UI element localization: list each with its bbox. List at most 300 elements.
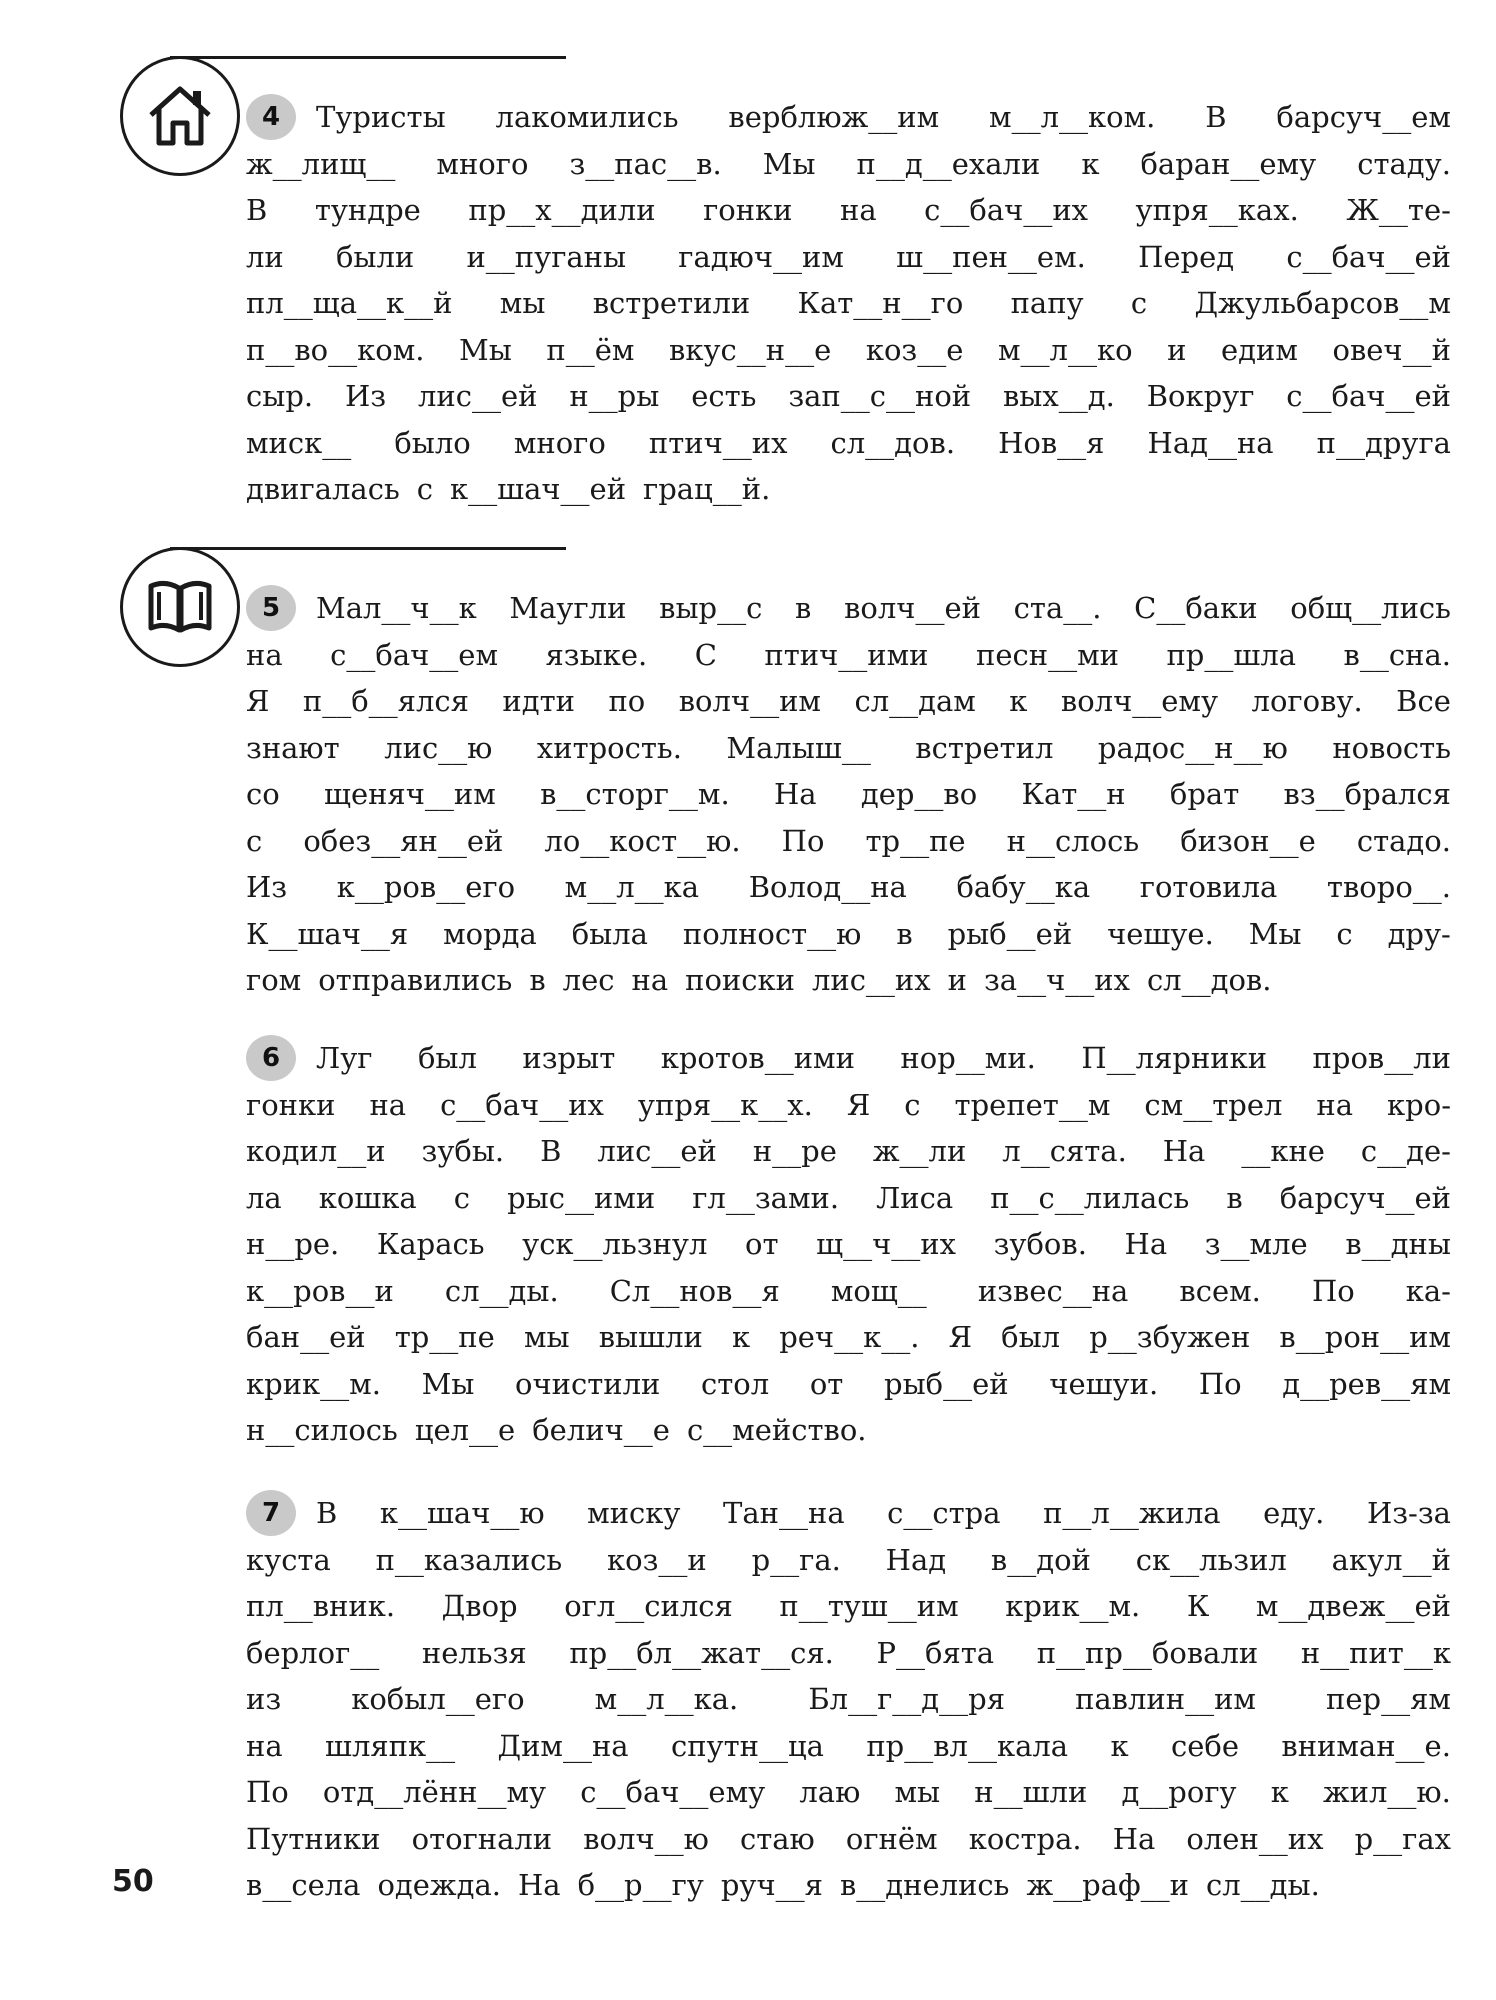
- word: Путники: [246, 1821, 381, 1856]
- exercise-number: 5: [246, 585, 296, 631]
- word: хитрость.: [536, 730, 682, 765]
- word: с__бач__ей: [1286, 239, 1451, 274]
- word: с: [1130, 286, 1148, 320]
- word: ж__ли: [872, 1134, 967, 1168]
- word: р__гах: [1354, 1821, 1451, 1856]
- word: На: [773, 777, 817, 811]
- word: кобыл__его: [351, 1682, 525, 1716]
- word: с__бач__их: [440, 1087, 604, 1122]
- word: гонки: [246, 1087, 336, 1122]
- section-rule-reading: [170, 547, 566, 550]
- text-line: [246, 1816, 1451, 1863]
- word: был: [1001, 1320, 1061, 1354]
- word: Над__на: [1147, 425, 1274, 460]
- word: н__силось: [246, 1413, 398, 1447]
- word: вых__д.: [1002, 379, 1115, 413]
- word: на: [369, 1087, 407, 1122]
- word: Тан__на: [723, 1496, 845, 1530]
- word: м__л__ко: [997, 332, 1133, 367]
- word: п__туш__им: [779, 1589, 959, 1623]
- exercise-number: 4: [246, 94, 296, 140]
- word: гадюч__им: [678, 239, 844, 274]
- word: вкус__н__е: [669, 332, 832, 367]
- word: шляпк__: [325, 1728, 456, 1763]
- word: творо__.: [1326, 870, 1451, 904]
- text-line: [246, 585, 1451, 632]
- word: В: [540, 1134, 562, 1168]
- word: в__дны: [1345, 1227, 1451, 1261]
- word: В: [316, 1496, 338, 1530]
- word: ста__.: [1013, 591, 1102, 625]
- word: с__бач__ему: [580, 1775, 766, 1809]
- word: была: [571, 916, 648, 951]
- text-line: [246, 864, 1451, 911]
- word: есть: [691, 379, 757, 413]
- word: в__села: [246, 1868, 361, 1902]
- word: общ__лись: [1290, 591, 1451, 625]
- word: встретил: [915, 730, 1054, 765]
- word: выр__с: [659, 591, 763, 625]
- word: ли: [246, 239, 284, 274]
- word: щеняч__им: [323, 777, 496, 811]
- word: волч__ей: [844, 591, 981, 625]
- word: волч__ю: [583, 1821, 709, 1856]
- word: пров__ли: [1312, 1041, 1451, 1075]
- word: ж__раф__и: [1026, 1868, 1189, 1902]
- word: Лиса: [876, 1180, 954, 1215]
- word: м__л__ка: [564, 870, 700, 904]
- word: олен__их: [1186, 1821, 1324, 1856]
- word: чешуи.: [1049, 1366, 1159, 1401]
- word: К__шач__я: [246, 916, 409, 951]
- word: н__слось: [1006, 823, 1140, 858]
- word: павлин__им: [1075, 1682, 1256, 1716]
- reading-badge: [120, 547, 240, 667]
- word: вниман__е.: [1281, 1728, 1451, 1763]
- word: н__ры: [569, 379, 660, 413]
- text-line: [246, 1221, 1451, 1268]
- text-line: [246, 1490, 1451, 1537]
- homework-badge: [120, 56, 240, 176]
- word: к__шач__ей: [450, 472, 627, 506]
- word: П__лярники: [1081, 1041, 1268, 1075]
- word: к: [731, 1320, 751, 1354]
- word: мощ__: [830, 1273, 927, 1308]
- word: Перед: [1138, 239, 1235, 274]
- word: сл__ды.: [1206, 1868, 1320, 1902]
- word: кошка: [318, 1180, 417, 1215]
- word: рыб__ей: [884, 1366, 1009, 1401]
- word: двигалась: [246, 472, 400, 506]
- word: На: [1112, 1821, 1156, 1856]
- word: Кат__н: [1021, 777, 1126, 811]
- word: мы: [894, 1775, 941, 1809]
- word: и: [947, 963, 967, 997]
- word: песн__ми: [976, 637, 1119, 672]
- word: костра.: [968, 1821, 1082, 1856]
- word: трепет__м: [954, 1087, 1111, 1122]
- word: и__пуганы: [466, 239, 627, 274]
- word: отогнали: [411, 1821, 553, 1856]
- word: в: [529, 963, 546, 997]
- text-line: [246, 632, 1451, 679]
- word: к: [1270, 1775, 1289, 1809]
- word: По: [781, 823, 825, 858]
- word: Я: [846, 1087, 871, 1122]
- word: тр__пе: [865, 823, 966, 858]
- text-line: [246, 957, 1451, 1004]
- text-line: [246, 327, 1451, 374]
- word: птич__их: [648, 425, 788, 460]
- word: д__рогу: [1121, 1775, 1237, 1809]
- word: с__бач__их: [924, 193, 1089, 227]
- text-line: [246, 1583, 1451, 1630]
- word: Вокруг: [1146, 379, 1255, 413]
- word: щ__ч__их: [816, 1227, 956, 1261]
- word: морда: [443, 916, 537, 951]
- word: к__ров__и: [246, 1273, 394, 1308]
- word: зубов.: [993, 1227, 1087, 1261]
- word: кротов__ими: [660, 1041, 855, 1075]
- word: л__сята.: [1002, 1134, 1127, 1168]
- word: лис__их: [811, 963, 931, 997]
- word: бизон__е: [1180, 823, 1316, 858]
- word: упря__ках.: [1135, 193, 1299, 227]
- word: Из: [344, 379, 387, 413]
- word: коз__и: [607, 1542, 707, 1577]
- word: м__л__ка.: [594, 1682, 739, 1716]
- word: нор__ми.: [900, 1041, 1036, 1075]
- word: На: [517, 1868, 561, 1902]
- first-line-text: [316, 585, 1451, 632]
- word: На: [1162, 1134, 1206, 1168]
- first-line-text: [316, 94, 1451, 141]
- word: акул__й: [1331, 1542, 1451, 1577]
- text-line: [246, 1723, 1451, 1770]
- word: с__бач__ей: [1286, 379, 1451, 413]
- word: бабу__ка: [956, 870, 1091, 904]
- word: ла: [246, 1180, 282, 1215]
- word: бан__ей: [246, 1320, 366, 1354]
- text-line: [246, 466, 1451, 513]
- word: руч__я: [720, 1868, 823, 1902]
- text-line: [246, 94, 1451, 141]
- word: с: [246, 823, 263, 858]
- word: ка-: [1405, 1273, 1451, 1308]
- word: берлог__: [246, 1635, 380, 1670]
- word: логову.: [1251, 684, 1363, 718]
- word: К: [1186, 1589, 1210, 1623]
- word: грац__й.: [643, 472, 771, 506]
- word: вз__брался: [1283, 777, 1451, 811]
- word: на: [246, 637, 283, 672]
- word: от: [809, 1366, 844, 1401]
- word: с: [1336, 916, 1353, 951]
- word: стадо.: [1356, 823, 1451, 858]
- word: крик__м.: [1005, 1589, 1141, 1623]
- word: много: [436, 146, 529, 181]
- word: Мы: [1248, 916, 1302, 951]
- word: По: [246, 1775, 289, 1809]
- word: идти: [502, 684, 575, 718]
- word: огл__сился: [564, 1589, 733, 1623]
- word: много: [513, 425, 606, 460]
- word: зап__с__ной: [788, 379, 972, 413]
- text-line: [246, 725, 1451, 772]
- word: По: [1311, 1273, 1355, 1308]
- word: белич__е: [532, 1413, 670, 1447]
- word: лаю: [799, 1775, 861, 1809]
- word: Мы: [459, 332, 512, 367]
- word: Туристы: [316, 100, 446, 134]
- section-rule-homework: [170, 56, 566, 59]
- word: стаю: [739, 1821, 815, 1856]
- word: Из-за: [1366, 1496, 1451, 1530]
- text-line: [246, 141, 1451, 188]
- text-line: [246, 771, 1451, 818]
- word: б__р__гу: [577, 1868, 704, 1902]
- word: из: [246, 1682, 282, 1716]
- word: рыс__ими: [507, 1180, 656, 1215]
- word: чешуе.: [1107, 916, 1214, 951]
- word: гонки: [703, 193, 793, 227]
- word: мы: [499, 286, 546, 320]
- word: н__шли: [974, 1775, 1088, 1809]
- word: зубы.: [421, 1134, 505, 1168]
- text-line: [246, 1035, 1451, 1082]
- word: лис__ей: [597, 1134, 717, 1168]
- text-line: [246, 420, 1451, 467]
- word: сыр.: [246, 379, 314, 413]
- text-line: [246, 280, 1451, 327]
- word: з__мле: [1204, 1227, 1308, 1261]
- word: цел__е: [414, 1413, 516, 1447]
- word: всем.: [1179, 1273, 1261, 1308]
- word: п__пр__бовали: [1036, 1635, 1259, 1670]
- text-line: [246, 234, 1451, 281]
- word: п__друга: [1316, 425, 1451, 460]
- word: м__двеж__ей: [1255, 1589, 1451, 1623]
- exercise-5: [246, 585, 1451, 1004]
- first-line-text: [316, 1035, 1451, 1082]
- word: Я: [948, 1320, 972, 1354]
- word: н__ре: [752, 1134, 837, 1168]
- word: __кне: [1241, 1134, 1325, 1168]
- word: п__л__жила: [1043, 1496, 1221, 1530]
- word: к: [1081, 146, 1100, 181]
- word: в__сторг__м.: [540, 777, 730, 811]
- word: новость: [1332, 730, 1451, 765]
- word: пл__вник.: [246, 1589, 396, 1623]
- word: с: [416, 472, 433, 506]
- word: д__рев__ям: [1282, 1366, 1451, 1401]
- word: и: [1167, 332, 1187, 367]
- text-line: [246, 373, 1451, 420]
- word: к: [1009, 684, 1028, 718]
- word: ск__льзил: [1135, 1542, 1287, 1577]
- word: коз__е: [865, 332, 964, 367]
- word: пер__ям: [1326, 1682, 1451, 1716]
- word: Я: [246, 684, 270, 718]
- word: очистили: [515, 1366, 661, 1401]
- word: баран__ему: [1140, 146, 1317, 181]
- word: лис__ей: [417, 379, 538, 413]
- word: огнём: [845, 1821, 938, 1856]
- word: ж__лищ__: [246, 146, 396, 181]
- word: Карась: [376, 1227, 485, 1261]
- word: Маугли: [509, 591, 627, 625]
- first-line-text: [316, 1490, 1451, 1537]
- word: уск__льзнул: [522, 1227, 708, 1261]
- word: п__с__лилась: [990, 1180, 1190, 1215]
- word: Р__бята: [876, 1635, 995, 1670]
- word: отд__лённ__му: [322, 1775, 547, 1809]
- word: едим: [1221, 332, 1298, 367]
- word: лис__ю: [384, 730, 493, 765]
- word: м__л__ком.: [989, 100, 1156, 134]
- word: р__збужен: [1089, 1320, 1251, 1354]
- word: птич__ими: [764, 637, 929, 672]
- exercise-7: [246, 1490, 1451, 1909]
- word: брат: [1169, 777, 1240, 811]
- word: Над: [885, 1542, 947, 1577]
- text-line: [246, 1630, 1451, 1677]
- word: одежда.: [377, 1868, 501, 1902]
- word: к__шач__ю: [379, 1496, 545, 1530]
- word: р__га.: [751, 1542, 841, 1577]
- exercise-number: 6: [246, 1035, 296, 1081]
- word: миску: [587, 1496, 681, 1530]
- word: Волод__на: [748, 870, 907, 904]
- word: с__мейство.: [686, 1413, 867, 1447]
- word: пр__вл__кала: [866, 1728, 1069, 1763]
- word: На: [1124, 1227, 1168, 1261]
- word: овеч__й: [1332, 332, 1451, 367]
- word: с__бач__ем: [330, 637, 499, 672]
- word: стаду.: [1357, 146, 1451, 181]
- exercise-4: [246, 94, 1451, 513]
- word: в: [795, 591, 812, 625]
- word: Бл__г__д__ря: [808, 1682, 1005, 1716]
- word: с: [453, 1180, 471, 1215]
- word: ш__пен__ем.: [896, 239, 1086, 274]
- word: жил__ю.: [1322, 1775, 1451, 1809]
- word: изрыт: [522, 1041, 616, 1075]
- word: стол: [701, 1366, 770, 1401]
- word: на: [840, 193, 877, 227]
- word: куста: [246, 1542, 331, 1577]
- text-line: [246, 1769, 1451, 1816]
- open-book-icon: [143, 570, 217, 644]
- word: Кат__н__го: [797, 286, 964, 320]
- text-line: [246, 1537, 1451, 1584]
- word: барсуч__ей: [1279, 1180, 1451, 1215]
- word: п__б__ялся: [302, 684, 469, 718]
- word: встретили: [592, 286, 751, 320]
- word: Из: [246, 870, 288, 904]
- word: ло__кост__ю.: [544, 823, 741, 858]
- word: себе: [1170, 1728, 1239, 1763]
- word: со: [246, 777, 280, 811]
- word: крик__м.: [246, 1366, 381, 1401]
- word: н__пит__к: [1300, 1635, 1451, 1670]
- word: В: [246, 193, 268, 227]
- word: лакомились: [495, 100, 679, 134]
- word: Мы: [762, 146, 816, 181]
- word: сл__дов.: [1146, 963, 1272, 997]
- word: сл__ды.: [444, 1273, 559, 1308]
- word: радос__н__ю: [1097, 730, 1288, 765]
- word: от: [745, 1227, 779, 1261]
- page-number: 50: [112, 1864, 154, 1899]
- word: Джульбарсов__м: [1194, 286, 1451, 320]
- word: за__ч__их: [983, 963, 1130, 997]
- word: папу: [1010, 286, 1084, 320]
- word: верблюж__им: [728, 100, 940, 134]
- word: пр__х__дили: [468, 193, 656, 227]
- word: Дим__на: [497, 1728, 629, 1763]
- word: н__ре.: [246, 1227, 340, 1261]
- word: По: [1198, 1366, 1242, 1401]
- word: з__пас__в.: [569, 146, 722, 181]
- text-line: [246, 1314, 1451, 1361]
- word: было: [394, 425, 471, 460]
- word: в: [1226, 1180, 1243, 1215]
- word: миск__: [246, 425, 352, 460]
- word: в__днелись: [839, 1868, 1010, 1902]
- word: на: [631, 963, 669, 997]
- word: по: [608, 684, 646, 718]
- word: кро-: [1387, 1087, 1451, 1122]
- word: реч__к__.: [779, 1320, 920, 1354]
- word: В: [1205, 100, 1227, 134]
- word: Сл__нов__я: [609, 1273, 780, 1308]
- text-line: [246, 1862, 1451, 1909]
- word: дер__во: [860, 777, 978, 811]
- word: были: [335, 239, 415, 274]
- word: нельзя: [421, 1635, 527, 1670]
- word: знают: [246, 730, 340, 765]
- word: в__дой: [990, 1542, 1091, 1577]
- word: спутн__ца: [670, 1728, 824, 1763]
- word: гом: [246, 963, 302, 997]
- word: лес: [562, 963, 615, 997]
- text-line: [246, 1361, 1451, 1408]
- word: сл__дам: [854, 684, 976, 718]
- word: в__сна.: [1343, 637, 1451, 672]
- word: гл__зами.: [692, 1180, 840, 1215]
- word: поиски: [685, 963, 795, 997]
- word: барсуч__ем: [1276, 100, 1451, 134]
- word: с__стра: [887, 1496, 1001, 1530]
- word: С__баки: [1134, 591, 1258, 625]
- exercise-number: 7: [246, 1490, 296, 1536]
- word: Ж__те-: [1346, 193, 1451, 227]
- word: был: [417, 1041, 477, 1075]
- text-line: [246, 1676, 1451, 1723]
- word: волч__ему: [1060, 684, 1219, 718]
- word: Мы: [421, 1366, 475, 1401]
- word: рыб__ей: [947, 916, 1073, 951]
- word: пр__шла: [1166, 637, 1297, 672]
- word: на: [246, 1728, 283, 1763]
- word: Все: [1396, 684, 1451, 718]
- word: готовила: [1139, 870, 1278, 904]
- word: в: [896, 916, 913, 951]
- text-line: [246, 1128, 1451, 1175]
- text-line: [246, 1082, 1451, 1129]
- word: к__ров__его: [336, 870, 516, 904]
